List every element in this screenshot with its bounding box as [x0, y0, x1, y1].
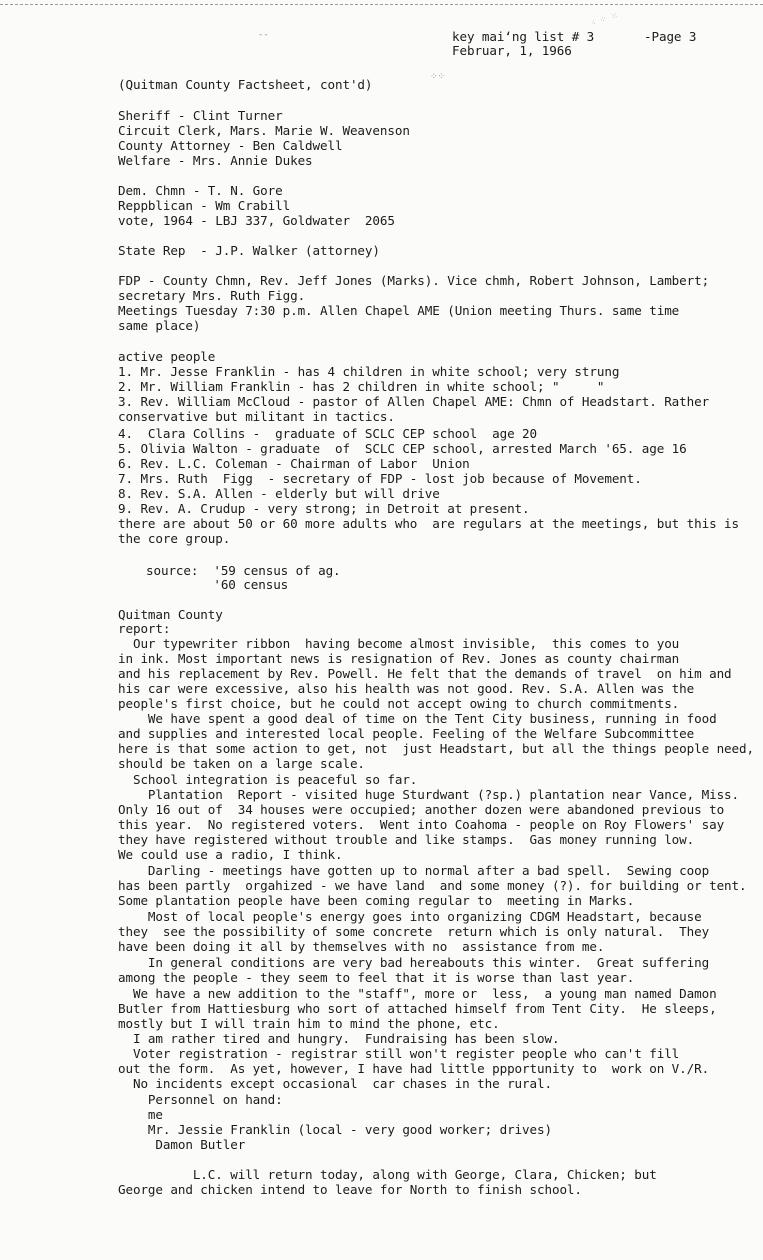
report-line: Mr. Jessie Franklin (local - very good worker; drives)	[118, 1122, 552, 1137]
report-line: Darling - meetings have gotten up to normal after a bad spell. Sewing coop	[118, 863, 710, 878]
header-page-label: -Page 3	[644, 29, 697, 44]
report-line: We could use a radio, I think.	[118, 847, 343, 862]
report-line: Plantation Report - visited huge Sturdwant (?sp.) plantation near Vance, Miss.	[118, 787, 740, 802]
source-line: source: '59 census of ag.	[146, 563, 341, 578]
report-line: No incidents except occasional car chases in the rural.	[118, 1076, 552, 1091]
active-person-line: 9. Rev. A. Crudup - very strong; in Detroit at present.	[118, 501, 530, 516]
ink-speck: ⁘⁘	[430, 72, 446, 82]
active-person-line: 7. Mrs. Ruth Figg - secretary of FDP - lost job because of Movement.	[118, 471, 642, 486]
report-line: among the people - they seem to feel that it is worse than last year.	[118, 970, 635, 985]
factsheet-title: (Quitman County Factsheet, cont'd)	[118, 77, 373, 92]
report-line: should be taken on a large scale.	[118, 756, 365, 771]
report-line: this year. No registered voters. Went into Coahoma - people on Roy Flowers' say	[118, 817, 725, 832]
report-line: has been partly orgahized - we have land and some money (?). for building or tent.	[118, 878, 747, 893]
report-line: We have a new addition to the "staff", more or less, a young man named Damon	[118, 986, 717, 1001]
fdp-line: secretary Mrs. Ruth Figg.	[118, 288, 306, 303]
party-line: Dem. Chmn - T. N. Gore	[118, 183, 283, 198]
fdp-line: Meetings Tuesday 7:30 p.m. Allen Chapel AME (Union meeting Thurs. same time	[118, 303, 680, 318]
state-rep-line: State Rep - J.P. Walker (attorney)	[118, 243, 380, 258]
report-line: L.C. will return today, along with George, Clara, Chicken; but	[118, 1167, 657, 1182]
header-list-label: key mai‘ng list # 3	[452, 29, 595, 44]
report-line: and supplies and interested local people. Feeling of the Welfare Subcommittee	[118, 726, 695, 741]
active-person-line: 2. Mr. William Franklin - has 2 children in white school; " "	[118, 379, 605, 394]
report-line: people's first choice, but he could not accept owing to church commitments.	[118, 696, 680, 711]
active-person-line: 3. Rev. William McCloud - pastor of Allen Chapel AME: Chmn of Headstart. Rather	[118, 394, 710, 409]
header-date: Februar, 1, 1966	[452, 43, 572, 58]
report-line: me	[118, 1107, 163, 1122]
party-line: Reppblican - Wm Crabill	[118, 198, 291, 213]
active-person-line: 1. Mr. Jesse Franklin - has 4 children in white school; very strung	[118, 364, 620, 379]
official-line: Welfare - Mrs. Annie Dukes	[118, 153, 313, 168]
active-person-line: 6. Rev. L.C. Coleman - Chairman of Labor Union	[118, 456, 470, 471]
official-line: Circuit Clerk, Mars. Marie W. Weavenson	[118, 123, 410, 138]
report-heading: Quitman County	[118, 607, 223, 622]
active-person-line: 8. Rev. S.A. Allen - elderly but will drive	[118, 486, 440, 501]
report-line: in ink. Most important news is resignation of Rev. Jones as county chairman	[118, 651, 680, 666]
report-line: mostly but I will train him to mind the phone, etc.	[118, 1016, 500, 1031]
report-line: they see the possibility of some concrete return which is only natural. They	[118, 924, 710, 939]
top-divider	[0, 4, 763, 5]
fdp-line: same place)	[118, 318, 201, 333]
report-line: they have registered without trouble and like stamps. Gas money running low.	[118, 832, 695, 847]
report-line: out the form. As yet, however, I have had little ppportunity to work on V./R.	[118, 1061, 710, 1076]
active-person-line: 5. Olivia Walton - graduate of SCLC CEP school, arrested March '65. age 16	[118, 441, 687, 456]
ink-marks: ⁖ ⁘ ⁙	[589, 10, 619, 28]
report-line: George and chicken intend to leave for North to finish school.	[118, 1182, 582, 1197]
active-person-line: conservative but militant in tactics.	[118, 409, 395, 424]
active-person-line: 4. Clara Collins - graduate of SCLC CEP school age 20	[118, 426, 537, 441]
report-line: his car were excessive, also his health was not good. Rev. S.A. Allen was the	[118, 681, 695, 696]
fdp-line: FDP - County Chmn, Rev. Jeff Jones (Marks). Vice chmh, Robert Johnson, Lambert;	[118, 273, 710, 288]
report-line: I am rather tired and hungry. Fundraising has been slow.	[118, 1031, 560, 1046]
report-line: have been doing it all by themselves with no assistance from me.	[118, 939, 605, 954]
report-line: Personnel on hand:	[118, 1092, 283, 1107]
active-person-line: the core group.	[118, 531, 231, 546]
active-person-line: there are about 50 or 60 more adults who are regulars at the meetings, but this is	[118, 516, 740, 531]
report-line: Most of local people's energy goes into organizing CDGM Headstart, because	[118, 909, 702, 924]
report-line: Some plantation people have been coming regular to meeting in Marks.	[118, 893, 635, 908]
report-line: In general conditions are very bad hereabouts this winter. Great suffering	[118, 955, 710, 970]
report-line: We have spent a good deal of time on the Tent City business, running in food	[118, 711, 717, 726]
report-heading: report:	[118, 621, 171, 636]
report-line: School integration is peaceful so far.	[118, 772, 418, 787]
active-people-heading: active people	[118, 349, 216, 364]
report-line: and his replacement by Rev. Powell. He felt that the demands of travel on him and	[118, 666, 732, 681]
source-line: '60 census	[146, 577, 289, 592]
official-line: County Attorney - Ben Caldwell	[118, 138, 343, 153]
report-line: Voter registration - registrar still won't register people who can't fill	[118, 1046, 680, 1061]
ink-speck: --	[258, 30, 269, 40]
report-line: Only 16 out of 34 houses were occupied; another dozen were abandoned previous to	[118, 802, 725, 817]
report-line: here is that some action to get, not just Headstart, but all the things people need,	[118, 741, 754, 756]
report-line: Our typewriter ribbon having become almost invisible, this comes to you	[118, 636, 680, 651]
report-line: Butler from Hattiesburg who sort of attached himself from Tent City. He sleeps,	[118, 1001, 717, 1016]
party-line: vote, 1964 - LBJ 337, Goldwater 2065	[118, 213, 395, 228]
report-line: Damon Butler	[118, 1137, 246, 1152]
official-line: Sheriff - Clint Turner	[118, 108, 283, 123]
